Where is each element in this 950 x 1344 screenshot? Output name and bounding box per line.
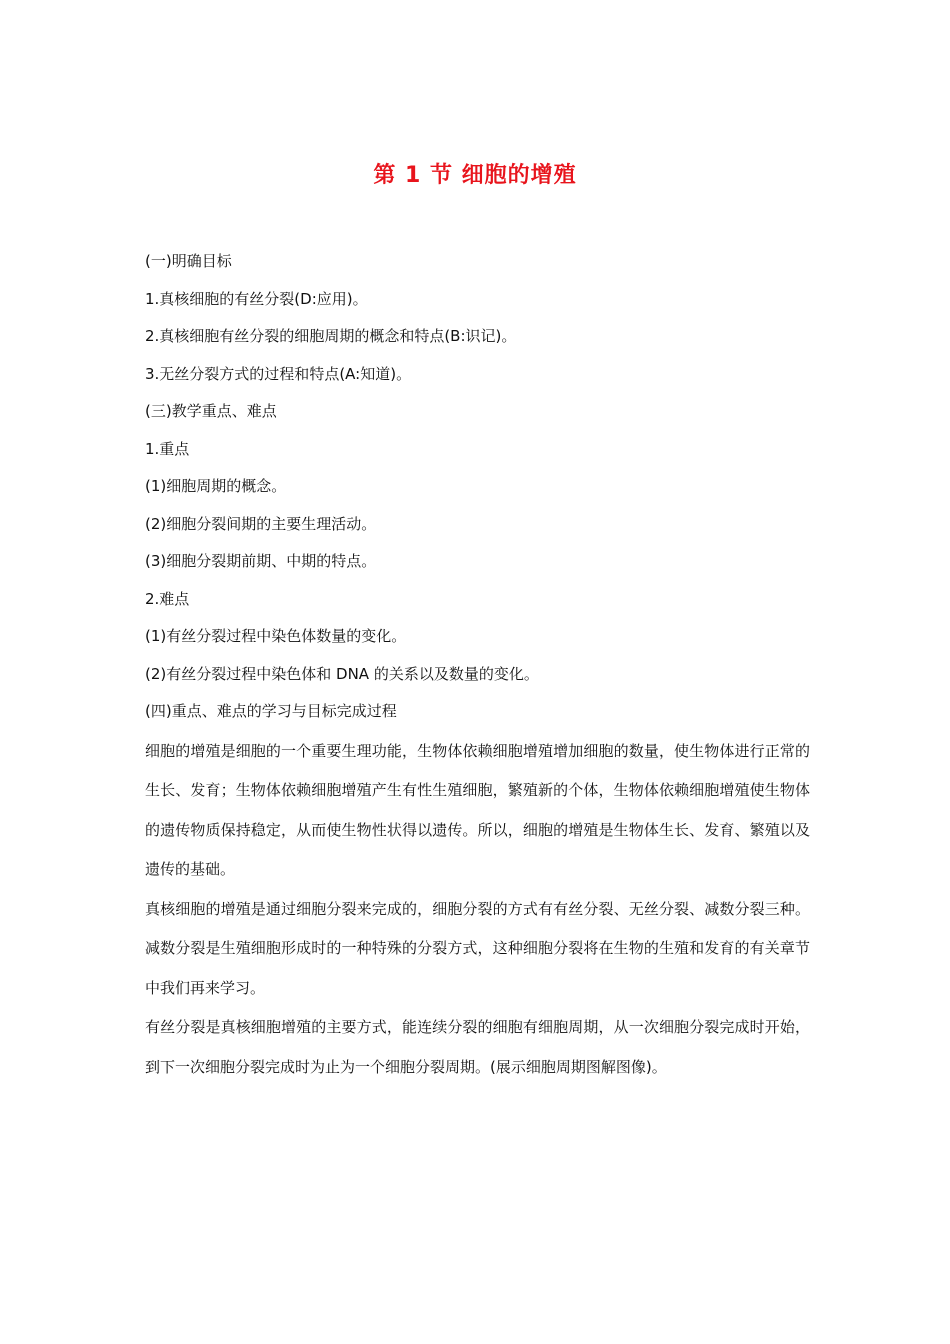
subheading-difficulties: 2.难点 xyxy=(145,589,190,608)
difficulty-item-2: (2)有丝分裂过程中染色体和 DNA 的关系以及数量的变化。 xyxy=(145,664,539,683)
body-paragraph-3: 有丝分裂是真核细胞增殖的主要方式，能连续分裂的细胞有细胞周期，从一次细胞分裂完成时开始，到下一次细胞分裂完成时为止为一个细胞分裂周期。(展示细胞周期图解图像)。 xyxy=(145,1018,810,1076)
document-title: 第 1 节 细胞的增殖 xyxy=(373,163,577,188)
section-heading-key-points: (三)教学重点、难点 xyxy=(145,402,277,420)
key-point-item-3: (3)细胞分裂期前期、中期的特点。 xyxy=(145,552,377,570)
body-paragraph-1: 细胞的增殖是细胞的一个重要生理功能，生物体依赖细胞增殖增加细胞的数量，使生物体进行正常的生长、发育；生物体依赖细胞增殖产生有性生殖细胞，繁殖新的个体，生物体依赖细胞增殖使生物体的遗传物质保持稳定，从而使生物性状得以遗传。所以，细胞的增殖是生物体生长、发育、繁殖以及遗传的基础。 xyxy=(145,741,810,878)
subheading-key-points: 1.重点 xyxy=(145,439,190,458)
goal-item-3: 3.无丝分裂方式的过程和特点(A:知道)。 xyxy=(145,364,412,383)
key-point-item-1: (1)细胞周期的概念。 xyxy=(145,477,287,495)
document-body xyxy=(145,250,810,1087)
goal-item-2: 2.真核细胞有丝分裂的细胞周期的概念和特点(B:识记)。 xyxy=(145,327,517,345)
body-paragraph-2: 真核细胞的增殖是通过细胞分裂来完成的，细胞分裂的方式有有丝分裂、无丝分裂、减数分裂三种。减数分裂是生殖细胞形成时的一种特殊的分裂方式，这种细胞分裂将在生物的生殖和发育的有关章节中我们再来学习。 xyxy=(145,899,810,997)
difficulty-item-1: (1)有丝分裂过程中染色体数量的变化。 xyxy=(145,627,407,645)
goal-item-1: 1.真核细胞的有丝分裂(D:应用)。 xyxy=(145,289,368,308)
section-heading-process: (四)重点、难点的学习与目标完成过程 xyxy=(145,702,397,720)
key-point-item-2: (2)细胞分裂间期的主要生理活动。 xyxy=(145,514,377,533)
section-heading-goals: (一)明确目标 xyxy=(145,252,232,270)
